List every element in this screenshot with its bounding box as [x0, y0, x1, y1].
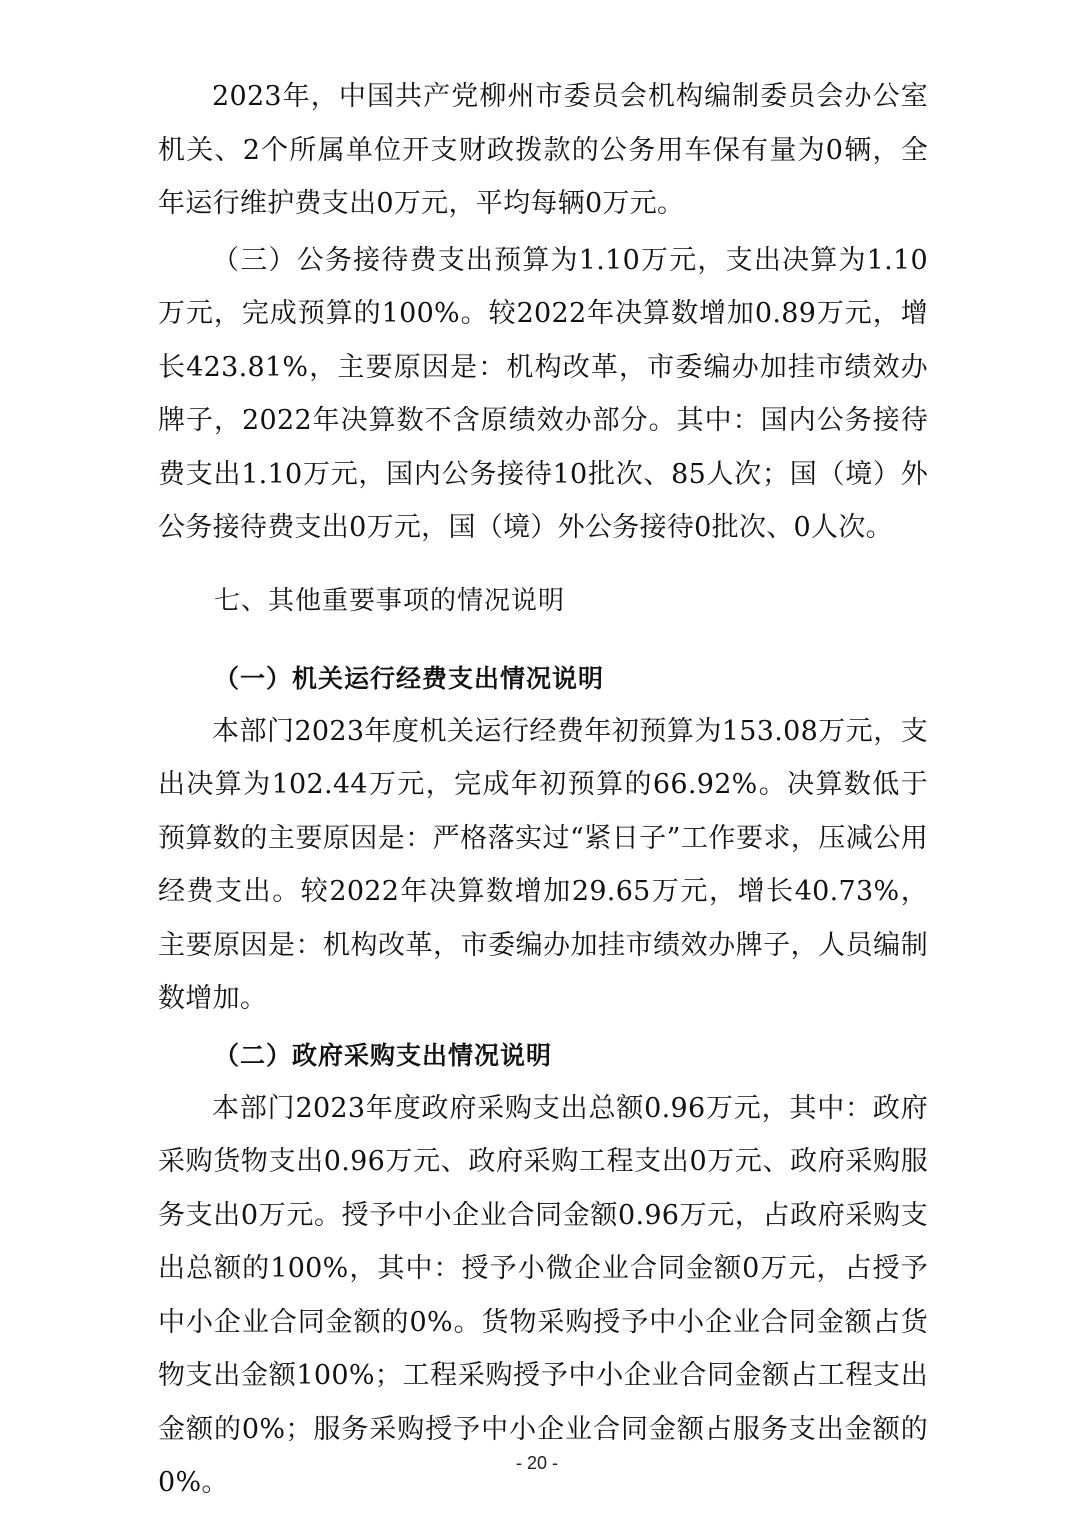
paragraph-operating-expenses: 本部门2023年度机关运行经费年初预算为153.08万元，支出决算为102.44万元，完成年初预算的66.92%。决算数低于预算数的主要原因是：严格落实过“紧日子”工作要求，压减公用经费支出。较2022年决算数增加29.65万元，增长40.73%，主要原因是：机构改革，市委编办加挂市绩效办牌子，人员编制数增加。	[158, 715, 928, 1014]
paragraph-procurement: 本部门2023年度政府采购支出总额0.96万元，其中：政府采购货物支出0.96万元、政府采购工程支出0万元、政府采购服务支出0万元。授予中小企业合同金额0.96万元，占政府采购支出总额的100%，其中：授予小微企业合同金额0万元，占授予中小企业合同金额的0%。货物采购授予中小企业合同金额占货物支出金额100%；工程采购授予中小企业合同金额占工程支出金额的0%；服务采购授予中小企业合同金额占服务支出金额的0%。	[158, 1092, 928, 1498]
document-page	[158, 70, 928, 1510]
subsection-heading-procurement: （二）政府采购支出情况说明	[214, 1040, 553, 1070]
section-heading-other-matters: 七、其他重要事项的情况说明	[214, 585, 566, 616]
subsection-heading-operating-expenses: （一）机关运行经费支出情况说明	[214, 663, 605, 693]
paragraph-vehicle-costs: 2023年，中国共产党柳州市委员会机构编制委员会办公室机关、2个所属单位开支财政拨款的公务用车保有量为0辆，全年运行维护费支出0万元，平均每辆0万元。	[158, 81, 928, 219]
paragraph-reception-costs: （三）公务接待费支出预算为1.10万元，支出决算为1.10万元，完成预算的100%。较2022年决算数增加0.89万元，增长423.81%，主要原因是：机构改革，市委编办加挂市绩效办牌子，2022年决算数不含原绩效办部分。其中：国内公务接待费支出1.10万元，国内公务接待10批次、85人次；国（境）外公务接待费支出0万元，国（境）外公务接待0批次、0人次。	[158, 244, 928, 543]
page-number: - 20 -	[515, 1453, 558, 1473]
